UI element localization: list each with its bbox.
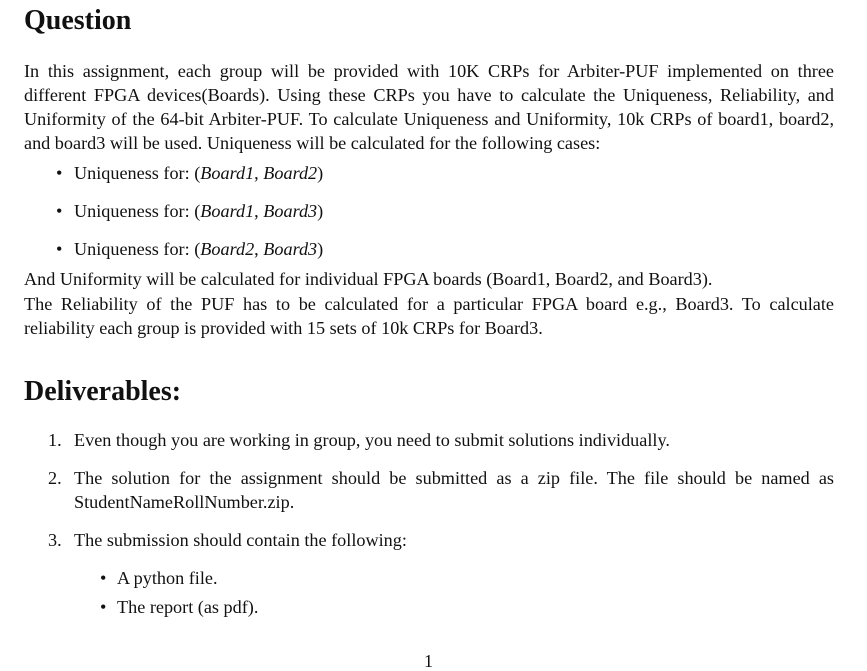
page-number: 1 [424,651,433,671]
case-label: Uniqueness for: [74,201,190,221]
uniformity-sentence: And Uniformity will be calculated for individual FPGA boards (Board1, Board2, and Board3). [24,269,713,289]
item-text: The submission should contain the following: [74,530,407,550]
question-heading: Question [24,5,132,36]
item-text: The solution for the assignment should be submitted as a zip file. The file should be named as StudentNameRollNumber.zip. [74,468,834,512]
uniqueness-cases-list [24,161,323,275]
list-item: • A python file. [74,566,834,595]
list-item [24,466,834,528]
case-label: Uniqueness for: [74,163,190,183]
uniformity-reliability-text [24,267,834,341]
list-item: • The report (as pdf). [74,595,834,624]
submission-contents-list [74,566,834,624]
case-pair: (Board1, Board2) [194,163,324,183]
case-pair: (Board1, Board3) [194,201,324,221]
case-pair: (Board2, Board3) [194,239,324,259]
deliverables-list [24,428,834,624]
list-item [24,199,323,237]
item-number: 3. [48,530,62,550]
list-item [24,428,834,466]
item-number: 1. [48,430,62,450]
deliverables-heading: Deliverables: [24,376,182,407]
intro-paragraph: In this assignment, each group will be provided with 10K CRPs for Arbiter-PUF implemented on three different FPGA devices(Boards). Using these CRPs you have to calculate the Uniqueness, Reliability, and Uniformity of the 64-bit Arbiter-PUF. To calculate Uniqueness and Uniformity, 10k CRPs of board1, board2, and board3 will be used. Uniqueness will be calculated for the following cases: [24,61,834,153]
list-item [24,528,834,624]
item-text: Even though you are working in group, you need to submit solutions individually. [74,430,670,450]
list-item [24,161,323,199]
reliability-sentence: The Reliability of the PUF has to be calculated for a particular FPGA board e.g., Board3. To calculate reliability each group is provided with 15 sets of 10k CRPs for Board3. [24,293,834,338]
case-label: Uniqueness for: [74,239,190,259]
item-number: 2. [48,468,62,488]
